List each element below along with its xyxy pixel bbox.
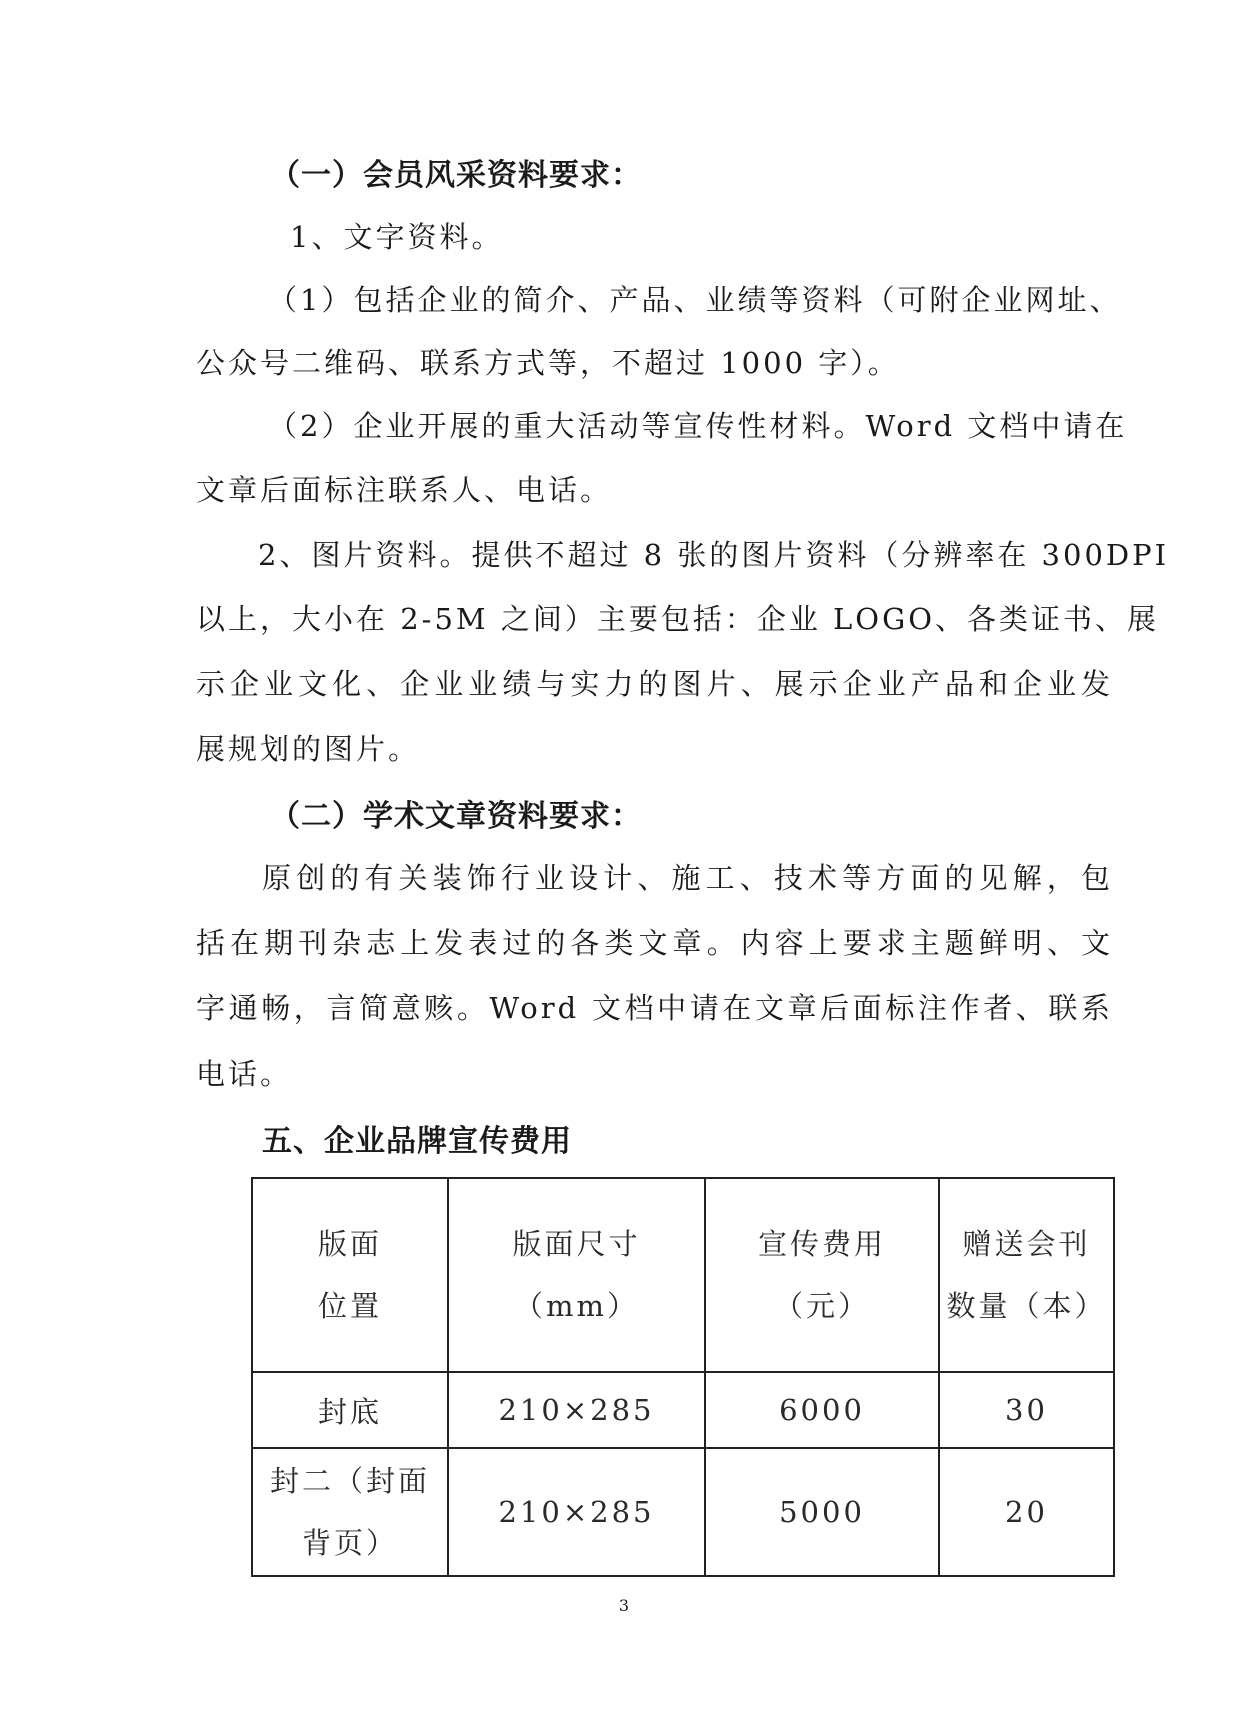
cell-fee: 6000	[705, 1372, 939, 1448]
cell-copies: 20	[939, 1448, 1114, 1576]
page-number: 3	[618, 1596, 630, 1615]
cell-fee: 5000	[705, 1448, 939, 1576]
header-size: 版面尺寸 （mm）	[448, 1178, 705, 1372]
academic-line3: 字通畅，言简意赅。Word 文档中请在文章后面标注作者、联系	[196, 991, 1113, 1025]
heading-member-requirements: （一）会员风采资料要求：	[270, 158, 642, 193]
item2-line4: 展规划的图片。	[196, 732, 421, 766]
item2-line3: 示企业文化、企业业绩与实力的图片、展示企业产品和企业发	[196, 667, 1113, 701]
heading-academic-requirements: （二）学术文章资料要求：	[270, 799, 642, 834]
cell-size: 210×285	[448, 1372, 705, 1448]
cell-position: 封二（封面 背页）	[252, 1448, 448, 1576]
header-fee: 宣传费用 （元）	[705, 1178, 939, 1372]
cell-size: 210×285	[448, 1448, 705, 1576]
item1-para1-line1: （1）包括企业的简介、产品、业绩等资料（可附企业网址、	[268, 283, 1122, 317]
fee-table	[251, 1177, 1115, 1577]
table-row	[252, 1372, 1114, 1448]
header-copies: 赠送会刊 数量（本）	[939, 1178, 1114, 1372]
table-header-row	[252, 1178, 1114, 1372]
cell-copies: 30	[939, 1372, 1114, 1448]
item1-title: 1、文字资料。	[290, 220, 504, 254]
header-position: 版面 位置	[252, 1178, 448, 1372]
item2-line1: 2、图片资料。提供不超过 8 张的图片资料（分辨率在 300DPI	[258, 538, 1170, 572]
item2-line2: 以上，大小在 2-5M 之间）主要包括：企业 LOGO、各类证书、展	[196, 602, 1160, 636]
item1-para2-line2: 文章后面标注联系人、电话。	[196, 473, 613, 507]
academic-line4: 电话。	[196, 1057, 293, 1091]
heading-brand-fees: 五、企业品牌宣传费用	[262, 1124, 572, 1159]
academic-line2: 括在期刊杂志上发表过的各类文章。内容上要求主题鲜明、文	[196, 926, 1113, 960]
cell-position: 封底	[252, 1372, 448, 1448]
item1-para2-line1: （2）企业开展的重大活动等宣传性材料。Word 文档中请在	[268, 409, 1128, 443]
table-row	[252, 1448, 1114, 1576]
item1-para1-line2: 公众号二维码、联系方式等，不超过 1000 字）。	[196, 346, 900, 380]
academic-line1: 原创的有关装饰行业设计、施工、技术等方面的见解，包	[262, 861, 1113, 895]
